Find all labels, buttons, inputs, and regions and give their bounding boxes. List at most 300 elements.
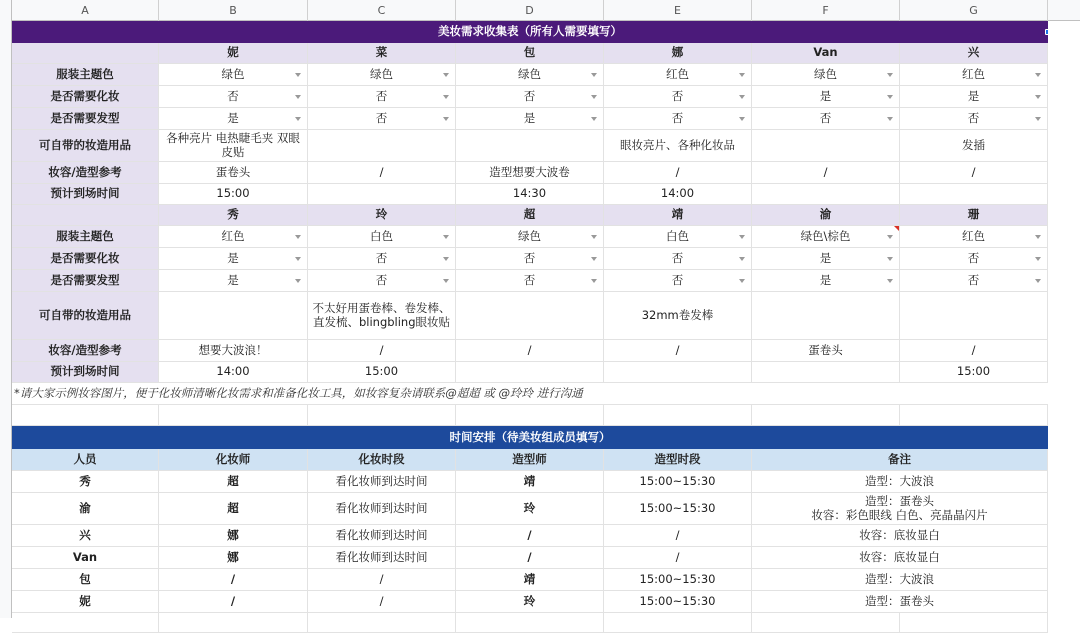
- block2-cell-3-0[interactable]: [159, 292, 308, 340]
- table2-cell-4-1[interactable]: [159, 569, 308, 591]
- table2-cell-0-5[interactable]: [752, 471, 1048, 493]
- block1-cell-2-0-text: 是: [227, 110, 239, 125]
- trailing-cell-0[interactable]: [12, 613, 159, 633]
- block1-name-1[interactable]: [308, 43, 456, 64]
- trailing-cell-4[interactable]: [604, 613, 752, 633]
- block2-cell-0-2-text: 绿色: [518, 228, 541, 243]
- table2-cell-0-3[interactable]: [456, 471, 604, 493]
- block1-label-1-text: 是否需要化妆: [50, 88, 120, 103]
- block1-label-4-text: 妆容/造型参考: [48, 164, 122, 179]
- block2-name-4[interactable]: [752, 205, 900, 226]
- blank-cell-3[interactable]: [456, 405, 604, 426]
- dropdown-arrow-icon[interactable]: [1035, 257, 1041, 261]
- table2-cell-4-5[interactable]: [752, 569, 1048, 591]
- block2-cell-1-2[interactable]: [456, 248, 604, 270]
- table2-header-1-text: 化妆师: [215, 451, 251, 466]
- table2-title[interactable]: [12, 426, 1048, 449]
- dropdown-arrow-icon[interactable]: [591, 117, 597, 121]
- table1-title[interactable]: [12, 21, 1048, 43]
- block2-cell-0-4[interactable]: [752, 226, 900, 248]
- block1-cell-1-5[interactable]: [900, 86, 1048, 108]
- table2-cell-1-5[interactable]: [752, 493, 1048, 525]
- block2-cell-4-2-text: /: [527, 342, 532, 357]
- blank-cell-2[interactable]: [308, 405, 456, 426]
- block1-cell-5-3-text: 14:00: [660, 186, 695, 201]
- block1-cell-1-2[interactable]: [456, 86, 604, 108]
- block2-label-3[interactable]: [12, 292, 159, 340]
- dropdown-arrow-icon[interactable]: [739, 279, 745, 283]
- blank-cell-6[interactable]: [900, 405, 1048, 426]
- block2-name-1[interactable]: [308, 205, 456, 226]
- block1-cell-3-1[interactable]: [308, 130, 456, 162]
- block1-name-4[interactable]: [752, 43, 900, 64]
- table2-cell-0-2-text: 看化妆师到达时间: [335, 473, 428, 488]
- table2-cell-1-0[interactable]: [12, 493, 159, 525]
- block1-row-0: [12, 64, 1080, 86]
- table2-cell-5-3-text: 玲: [523, 593, 536, 608]
- column-header-d[interactable]: D: [456, 0, 604, 21]
- block2-cell-0-5[interactable]: [900, 226, 1048, 248]
- trailing-cell-5[interactable]: [752, 613, 900, 633]
- block1-cell-3-2[interactable]: [456, 130, 604, 162]
- table2-header-3-text: 造型师: [512, 451, 547, 466]
- block2-cell-2-4[interactable]: [752, 270, 900, 292]
- block1-cell-5-2-text: 14:30: [512, 186, 547, 201]
- block1-cell-5-4[interactable]: [752, 184, 900, 205]
- block2-cell-5-3[interactable]: [604, 362, 752, 383]
- block2-cell-2-5[interactable]: [900, 270, 1048, 292]
- block2-cell-0-2[interactable]: [456, 226, 604, 248]
- block2-name-5[interactable]: [900, 205, 1048, 226]
- block1-cell-1-3[interactable]: [604, 86, 752, 108]
- block1-cell-4-4[interactable]: [752, 162, 900, 184]
- block1-cell-0-2[interactable]: [456, 64, 604, 86]
- table2-cell-3-2[interactable]: [308, 547, 456, 569]
- table2-header-0[interactable]: [12, 449, 159, 471]
- table2-cell-2-2[interactable]: [308, 525, 456, 547]
- block2-cell-4-0-text: 想要大波浪！: [198, 342, 268, 357]
- table2-cell-0-4-text: 15:00~15:30: [639, 473, 716, 488]
- block1-cell-4-3[interactable]: [604, 162, 752, 184]
- block1-cell-2-3[interactable]: [604, 108, 752, 130]
- block1-row-5: [12, 184, 1080, 205]
- dropdown-arrow-icon[interactable]: [739, 95, 745, 99]
- block1-name-5[interactable]: [900, 43, 1048, 64]
- dropdown-arrow-icon[interactable]: [295, 73, 301, 77]
- table2-cell-3-5[interactable]: [752, 547, 1048, 569]
- column-header-e[interactable]: E: [604, 0, 752, 21]
- block2-cell-0-1-text: 白色: [370, 228, 393, 243]
- dropdown-arrow-icon[interactable]: [591, 95, 597, 99]
- blank-cell-0[interactable]: [12, 405, 159, 426]
- dropdown-arrow-icon[interactable]: [887, 73, 893, 77]
- block2-cell-2-1-text: 否: [375, 272, 388, 287]
- block1-cell-2-5[interactable]: [900, 108, 1048, 130]
- dropdown-arrow-icon[interactable]: [591, 73, 597, 77]
- block2-cell-0-5-text: 红色: [962, 228, 985, 243]
- table2-cell-4-4-text: 15:00~15:30: [639, 571, 716, 586]
- table2-title-text: 时间安排（待美妆组成员填写）: [449, 429, 611, 444]
- table2-cell-1-2-text: 看化妆师到达时间: [335, 500, 428, 515]
- block1-cell-0-3[interactable]: [604, 64, 752, 86]
- table2-row-0: [12, 471, 1080, 493]
- block1-cell-1-5-text: 是: [967, 88, 980, 103]
- block2-cell-4-5[interactable]: [900, 340, 1048, 362]
- block1-cell-1-1-text: 否: [375, 88, 388, 103]
- block2-cell-2-5-text: 否: [967, 272, 980, 287]
- table2-cell-1-1[interactable]: [159, 493, 308, 525]
- block1-cell-5-5[interactable]: [900, 184, 1048, 205]
- table2-cell-3-0[interactable]: [12, 547, 159, 569]
- dropdown-arrow-icon[interactable]: [887, 279, 893, 283]
- block1-cell-0-1[interactable]: [308, 64, 456, 86]
- block2-cell-2-3[interactable]: [604, 270, 752, 292]
- block1-cell-4-2[interactable]: [456, 162, 604, 184]
- table2-title-row: [12, 426, 1080, 449]
- block2-cell-2-0-text: 是: [227, 272, 239, 287]
- block2-cell-4-1[interactable]: [308, 340, 456, 362]
- block2-cell-5-1[interactable]: [308, 362, 456, 383]
- table2-cell-3-3-text: /: [527, 549, 532, 564]
- dropdown-arrow-icon[interactable]: [739, 73, 745, 77]
- table2-row-2: [12, 525, 1080, 547]
- block2-cell-2-0[interactable]: [159, 270, 308, 292]
- table2-header-2-text: 化妆时段: [358, 451, 405, 466]
- block1-cell-3-0[interactable]: [159, 130, 308, 162]
- table2-cell-4-0[interactable]: [12, 569, 159, 591]
- block1-name-2-text: 包: [523, 45, 536, 60]
- table2-cell-1-3[interactable]: [456, 493, 604, 525]
- block1-cell-1-0[interactable]: [159, 86, 308, 108]
- trailing-cell-6[interactable]: [900, 613, 1048, 633]
- block2-cell-0-0-text: 红色: [221, 228, 245, 243]
- block2-row-2: [12, 270, 1080, 292]
- table2-cell-0-5-text: 造型：大波浪: [865, 473, 934, 488]
- dropdown-arrow-icon[interactable]: [591, 235, 597, 239]
- table2-cell-1-3-text: 玲: [523, 500, 536, 515]
- block2-cell-2-4-text: 是: [819, 272, 832, 287]
- dropdown-arrow-icon[interactable]: [887, 95, 893, 99]
- table2-cell-1-4-text: 15:00~15:30: [639, 500, 716, 515]
- table2-header-2[interactable]: [308, 449, 456, 471]
- block2-cell-5-4[interactable]: [752, 362, 900, 383]
- block1-cell-0-4[interactable]: [752, 64, 900, 86]
- block1-name-5-text: 兴: [967, 45, 980, 60]
- block1-label-0[interactable]: [12, 64, 159, 86]
- block1-cell-4-1[interactable]: [308, 162, 456, 184]
- table2-row-1: [12, 493, 1080, 525]
- block2-names-corner[interactable]: [12, 205, 159, 226]
- block1-cell-3-3-text: 眼妆亮片、各种化妆品: [620, 137, 735, 152]
- block1-name-2[interactable]: [456, 43, 604, 64]
- table2-cell-2-4-text: /: [675, 527, 680, 542]
- block2-cell-1-1[interactable]: [308, 248, 456, 270]
- dropdown-arrow-icon[interactable]: [887, 117, 893, 121]
- block2-cell-1-4[interactable]: [752, 248, 900, 270]
- block1-cell-1-4[interactable]: [752, 86, 900, 108]
- dropdown-arrow-icon[interactable]: [739, 257, 745, 261]
- block1-cell-4-5-text: /: [971, 164, 976, 179]
- table2-cell-2-1-text: 娜: [227, 527, 239, 542]
- dropdown-arrow-icon[interactable]: [443, 117, 449, 121]
- table2-cell-4-4[interactable]: [604, 569, 752, 591]
- dropdown-arrow-icon[interactable]: [1035, 73, 1041, 77]
- block1-row-4: [12, 162, 1080, 184]
- block1-cell-4-5[interactable]: [900, 162, 1048, 184]
- block1-cell-2-1-text: 否: [375, 110, 388, 125]
- block2-name-0-text: 秀: [227, 207, 239, 222]
- block2-cell-1-1-text: 否: [375, 250, 388, 265]
- block2-cell-0-0[interactable]: [159, 226, 308, 248]
- block1-name-3[interactable]: [604, 43, 752, 64]
- block2-names-row: [12, 205, 1080, 226]
- dropdown-arrow-icon[interactable]: [443, 235, 449, 239]
- table2-cell-3-4-text: /: [675, 549, 680, 564]
- dropdown-arrow-icon[interactable]: [1035, 95, 1041, 99]
- block2-cell-2-2[interactable]: [456, 270, 604, 292]
- table2-cell-0-3-text: 靖: [523, 473, 536, 488]
- block2-name-0[interactable]: [159, 205, 308, 226]
- block2-cell-5-0[interactable]: [159, 362, 308, 383]
- blank-row: [12, 405, 1080, 426]
- block1-name-0[interactable]: [159, 43, 308, 64]
- selection-handle-icon[interactable]: [1045, 29, 1048, 35]
- table2-header-1[interactable]: [159, 449, 308, 471]
- table2-header-5[interactable]: [752, 449, 1048, 471]
- block1-cell-3-0-text: 各种亮片 电热睫毛夹 双眼皮贴: [166, 130, 300, 159]
- block1-cell-4-4-text: /: [823, 164, 828, 179]
- table2-cell-2-0[interactable]: [12, 525, 159, 547]
- table2-cell-5-2[interactable]: [308, 591, 456, 613]
- block1-cell-5-0[interactable]: [159, 184, 308, 205]
- table2-header-4[interactable]: [604, 449, 752, 471]
- block1-label-5[interactable]: [12, 184, 159, 205]
- block2-cell-4-2[interactable]: [456, 340, 604, 362]
- table2-cell-3-3[interactable]: [456, 547, 604, 569]
- block1-cell-3-3[interactable]: [604, 130, 752, 162]
- dropdown-arrow-icon[interactable]: [887, 257, 893, 261]
- table2-cell-4-2[interactable]: [308, 569, 456, 591]
- table2-cell-3-4[interactable]: [604, 547, 752, 569]
- block1-cell-5-2[interactable]: [456, 184, 604, 205]
- block2-label-4[interactable]: [12, 340, 159, 362]
- table2-cell-5-0-text: 妮: [79, 593, 91, 608]
- table2-cell-5-4[interactable]: [604, 591, 752, 613]
- block2-label-1[interactable]: [12, 248, 159, 270]
- dropdown-arrow-icon[interactable]: [591, 279, 597, 283]
- column-header-a[interactable]: A: [12, 0, 159, 21]
- column-header-c[interactable]: C: [308, 0, 456, 21]
- block2-cell-3-1-text: 不太好用蛋卷棒、卷发棒、直发梳、blingbling眼妆贴: [312, 300, 451, 329]
- table2-cell-0-4[interactable]: [604, 471, 752, 493]
- block2-cell-1-4-text: 是: [819, 250, 832, 265]
- table2-cell-5-0[interactable]: [12, 591, 159, 613]
- table2-cell-3-0-text: Van: [72, 549, 98, 564]
- block2-label-0[interactable]: [12, 226, 159, 248]
- dropdown-arrow-icon[interactable]: [295, 95, 301, 99]
- trailing-cell-2[interactable]: [308, 613, 456, 633]
- block2-cell-4-0[interactable]: [159, 340, 308, 362]
- block1-cell-0-1-text: 绿色: [370, 66, 393, 81]
- block2-cell-3-4[interactable]: [752, 292, 900, 340]
- dropdown-arrow-icon[interactable]: [1035, 117, 1041, 121]
- table2-cell-2-3[interactable]: [456, 525, 604, 547]
- block1-cell-2-4[interactable]: [752, 108, 900, 130]
- blank-cell-4[interactable]: [604, 405, 752, 426]
- block2-cell-1-2-text: 否: [523, 250, 536, 265]
- block1-row-3: [12, 130, 1080, 162]
- block2-label-5[interactable]: [12, 362, 159, 383]
- block2-label-2[interactable]: [12, 270, 159, 292]
- table2-cell-1-4[interactable]: [604, 493, 752, 525]
- block2-cell-3-1[interactable]: [308, 292, 456, 340]
- block2-cell-0-3[interactable]: [604, 226, 752, 248]
- block1-cell-5-1[interactable]: [308, 184, 456, 205]
- blank-cell-1[interactable]: [159, 405, 308, 426]
- block2-row-4: [12, 340, 1080, 362]
- block1-cell-3-4[interactable]: [752, 130, 900, 162]
- block1-cell-2-5-text: 否: [967, 110, 980, 125]
- row-number-gutter: [0, 0, 12, 618]
- block2-cell-0-4-text: 绿色\棕色: [800, 228, 851, 243]
- table2-cell-3-2-text: 看化妆师到达时间: [335, 549, 428, 564]
- table2-cell-2-5[interactable]: [752, 525, 1048, 547]
- block2-cell-5-2[interactable]: [456, 362, 604, 383]
- block2-cell-0-1[interactable]: [308, 226, 456, 248]
- block2-cell-0-3-text: 白色: [666, 228, 689, 243]
- table2-cell-2-1[interactable]: [159, 525, 308, 547]
- table2-cell-1-5-text: 造型：蛋卷头 妆容：彩色眼线 白色、亮晶晶闪片: [811, 493, 988, 522]
- block2-cell-2-1[interactable]: [308, 270, 456, 292]
- block1-cell-1-1[interactable]: [308, 86, 456, 108]
- table2-header-3[interactable]: [456, 449, 604, 471]
- table2-cell-4-2-text: /: [379, 571, 384, 586]
- table2-cell-0-2[interactable]: [308, 471, 456, 493]
- table2-cell-5-1-text: /: [230, 593, 236, 608]
- block2-cell-3-2[interactable]: [456, 292, 604, 340]
- instruction-note[interactable]: [12, 383, 1048, 405]
- table2-cell-2-4[interactable]: [604, 525, 752, 547]
- table2-cell-4-3[interactable]: [456, 569, 604, 591]
- blank-cell-5[interactable]: [752, 405, 900, 426]
- block2-cell-1-5[interactable]: [900, 248, 1048, 270]
- block1-cell-2-2[interactable]: [456, 108, 604, 130]
- block1-label-2[interactable]: [12, 108, 159, 130]
- block2-label-1-text: 是否需要化妆: [50, 250, 120, 265]
- column-header-g[interactable]: G: [900, 0, 1048, 21]
- dropdown-arrow-icon[interactable]: [1035, 279, 1041, 283]
- table2-cell-5-5-text: 造型：蛋卷头: [865, 593, 934, 608]
- dropdown-arrow-icon[interactable]: [295, 279, 301, 283]
- table2-cell-0-0[interactable]: [12, 471, 159, 493]
- block2-cell-5-1-text: 15:00: [364, 364, 399, 379]
- block1-cell-0-0[interactable]: [159, 64, 308, 86]
- table2-header-row: [12, 449, 1080, 471]
- block2-name-3[interactable]: [604, 205, 752, 226]
- block1-cell-3-5-text: 发插: [962, 137, 985, 152]
- block1-cell-4-0-text: 蛋卷头: [215, 164, 251, 179]
- block2-name-2[interactable]: [456, 205, 604, 226]
- block1-label-4[interactable]: [12, 162, 159, 184]
- table2-cell-0-1-text: 超: [227, 473, 239, 488]
- column-header-f[interactable]: F: [752, 0, 900, 21]
- block1-label-1[interactable]: [12, 86, 159, 108]
- dropdown-arrow-icon[interactable]: [887, 235, 893, 239]
- block2-cell-1-0-text: 是: [227, 250, 239, 265]
- block1-cell-0-4-text: 绿色: [814, 66, 837, 81]
- table1-title-row: [12, 21, 1080, 43]
- block1-cell-1-0-text: 否: [227, 88, 239, 103]
- block2-cell-4-3[interactable]: [604, 340, 752, 362]
- block2-cell-5-5[interactable]: [900, 362, 1048, 383]
- column-header-b[interactable]: B: [159, 0, 308, 21]
- dropdown-arrow-icon[interactable]: [443, 279, 449, 283]
- table2-cell-1-2[interactable]: [308, 493, 456, 525]
- block2-cell-3-3-text: 32mm卷发棒: [641, 307, 714, 322]
- block1-label-0-text: 服装主题色: [56, 66, 114, 81]
- block1-cell-5-3[interactable]: [604, 184, 752, 205]
- block2-cell-1-0[interactable]: [159, 248, 308, 270]
- block2-cell-1-5-text: 否: [967, 250, 980, 265]
- dropdown-arrow-icon[interactable]: [295, 235, 301, 239]
- dropdown-arrow-icon[interactable]: [443, 73, 449, 77]
- block1-cell-3-5[interactable]: [900, 130, 1048, 162]
- block1-cell-4-0[interactable]: [159, 162, 308, 184]
- block2-label-5-text: 预计到场时间: [50, 364, 120, 379]
- block2-cell-5-5-text: 15:00: [956, 364, 991, 379]
- block2-cell-1-3[interactable]: [604, 248, 752, 270]
- block1-cell-0-3-text: 红色: [666, 66, 689, 81]
- dropdown-arrow-icon[interactable]: [295, 257, 301, 261]
- trailing-cell-3[interactable]: [456, 613, 604, 633]
- dropdown-arrow-icon[interactable]: [295, 117, 301, 121]
- dropdown-arrow-icon[interactable]: [1035, 235, 1041, 239]
- column-header-bar: [12, 0, 1080, 21]
- dropdown-arrow-icon[interactable]: [739, 235, 745, 239]
- block1-label-3-text: 可自带的妆造用品: [39, 137, 131, 152]
- block1-cell-2-1[interactable]: [308, 108, 456, 130]
- dropdown-arrow-icon[interactable]: [443, 95, 449, 99]
- block1-cell-2-2-text: 是: [523, 110, 536, 125]
- instruction-note-text: *请大家示例妆容图片，便于化妆师清晰化妆需求和准备化妆工具，如妆容复杂请联系@超超 或 @玲玲 进行沟通: [14, 385, 583, 400]
- trailing-blank-row: [12, 613, 1080, 633]
- block2-cell-1-3-text: 否: [671, 250, 684, 265]
- block1-names-corner[interactable]: [12, 43, 159, 64]
- block1-row-2: [12, 108, 1080, 130]
- table2-cell-5-5[interactable]: [752, 591, 1048, 613]
- table2-cell-4-3-text: 靖: [523, 571, 536, 586]
- table2-cell-3-1[interactable]: [159, 547, 308, 569]
- table2-cell-5-1[interactable]: [159, 591, 308, 613]
- dropdown-arrow-icon[interactable]: [591, 257, 597, 261]
- table2-row-4: [12, 569, 1080, 591]
- table2-cell-4-5-text: 造型：大波浪: [865, 571, 934, 586]
- dropdown-arrow-icon[interactable]: [739, 117, 745, 121]
- dropdown-arrow-icon[interactable]: [443, 257, 449, 261]
- block2-cell-3-3[interactable]: [604, 292, 752, 340]
- block1-cell-0-5[interactable]: [900, 64, 1048, 86]
- block2-row-5: [12, 362, 1080, 383]
- block1-name-3-text: 娜: [671, 45, 684, 60]
- block2-cell-3-5[interactable]: [900, 292, 1048, 340]
- block1-cell-2-0[interactable]: [159, 108, 308, 130]
- table2-cell-0-1[interactable]: [159, 471, 308, 493]
- block1-label-3[interactable]: [12, 130, 159, 162]
- table2-cell-5-3[interactable]: [456, 591, 604, 613]
- block2-cell-4-4[interactable]: [752, 340, 900, 362]
- trailing-cell-1[interactable]: [159, 613, 308, 633]
- table2-cell-2-2-text: 看化妆师到达时间: [335, 527, 428, 542]
